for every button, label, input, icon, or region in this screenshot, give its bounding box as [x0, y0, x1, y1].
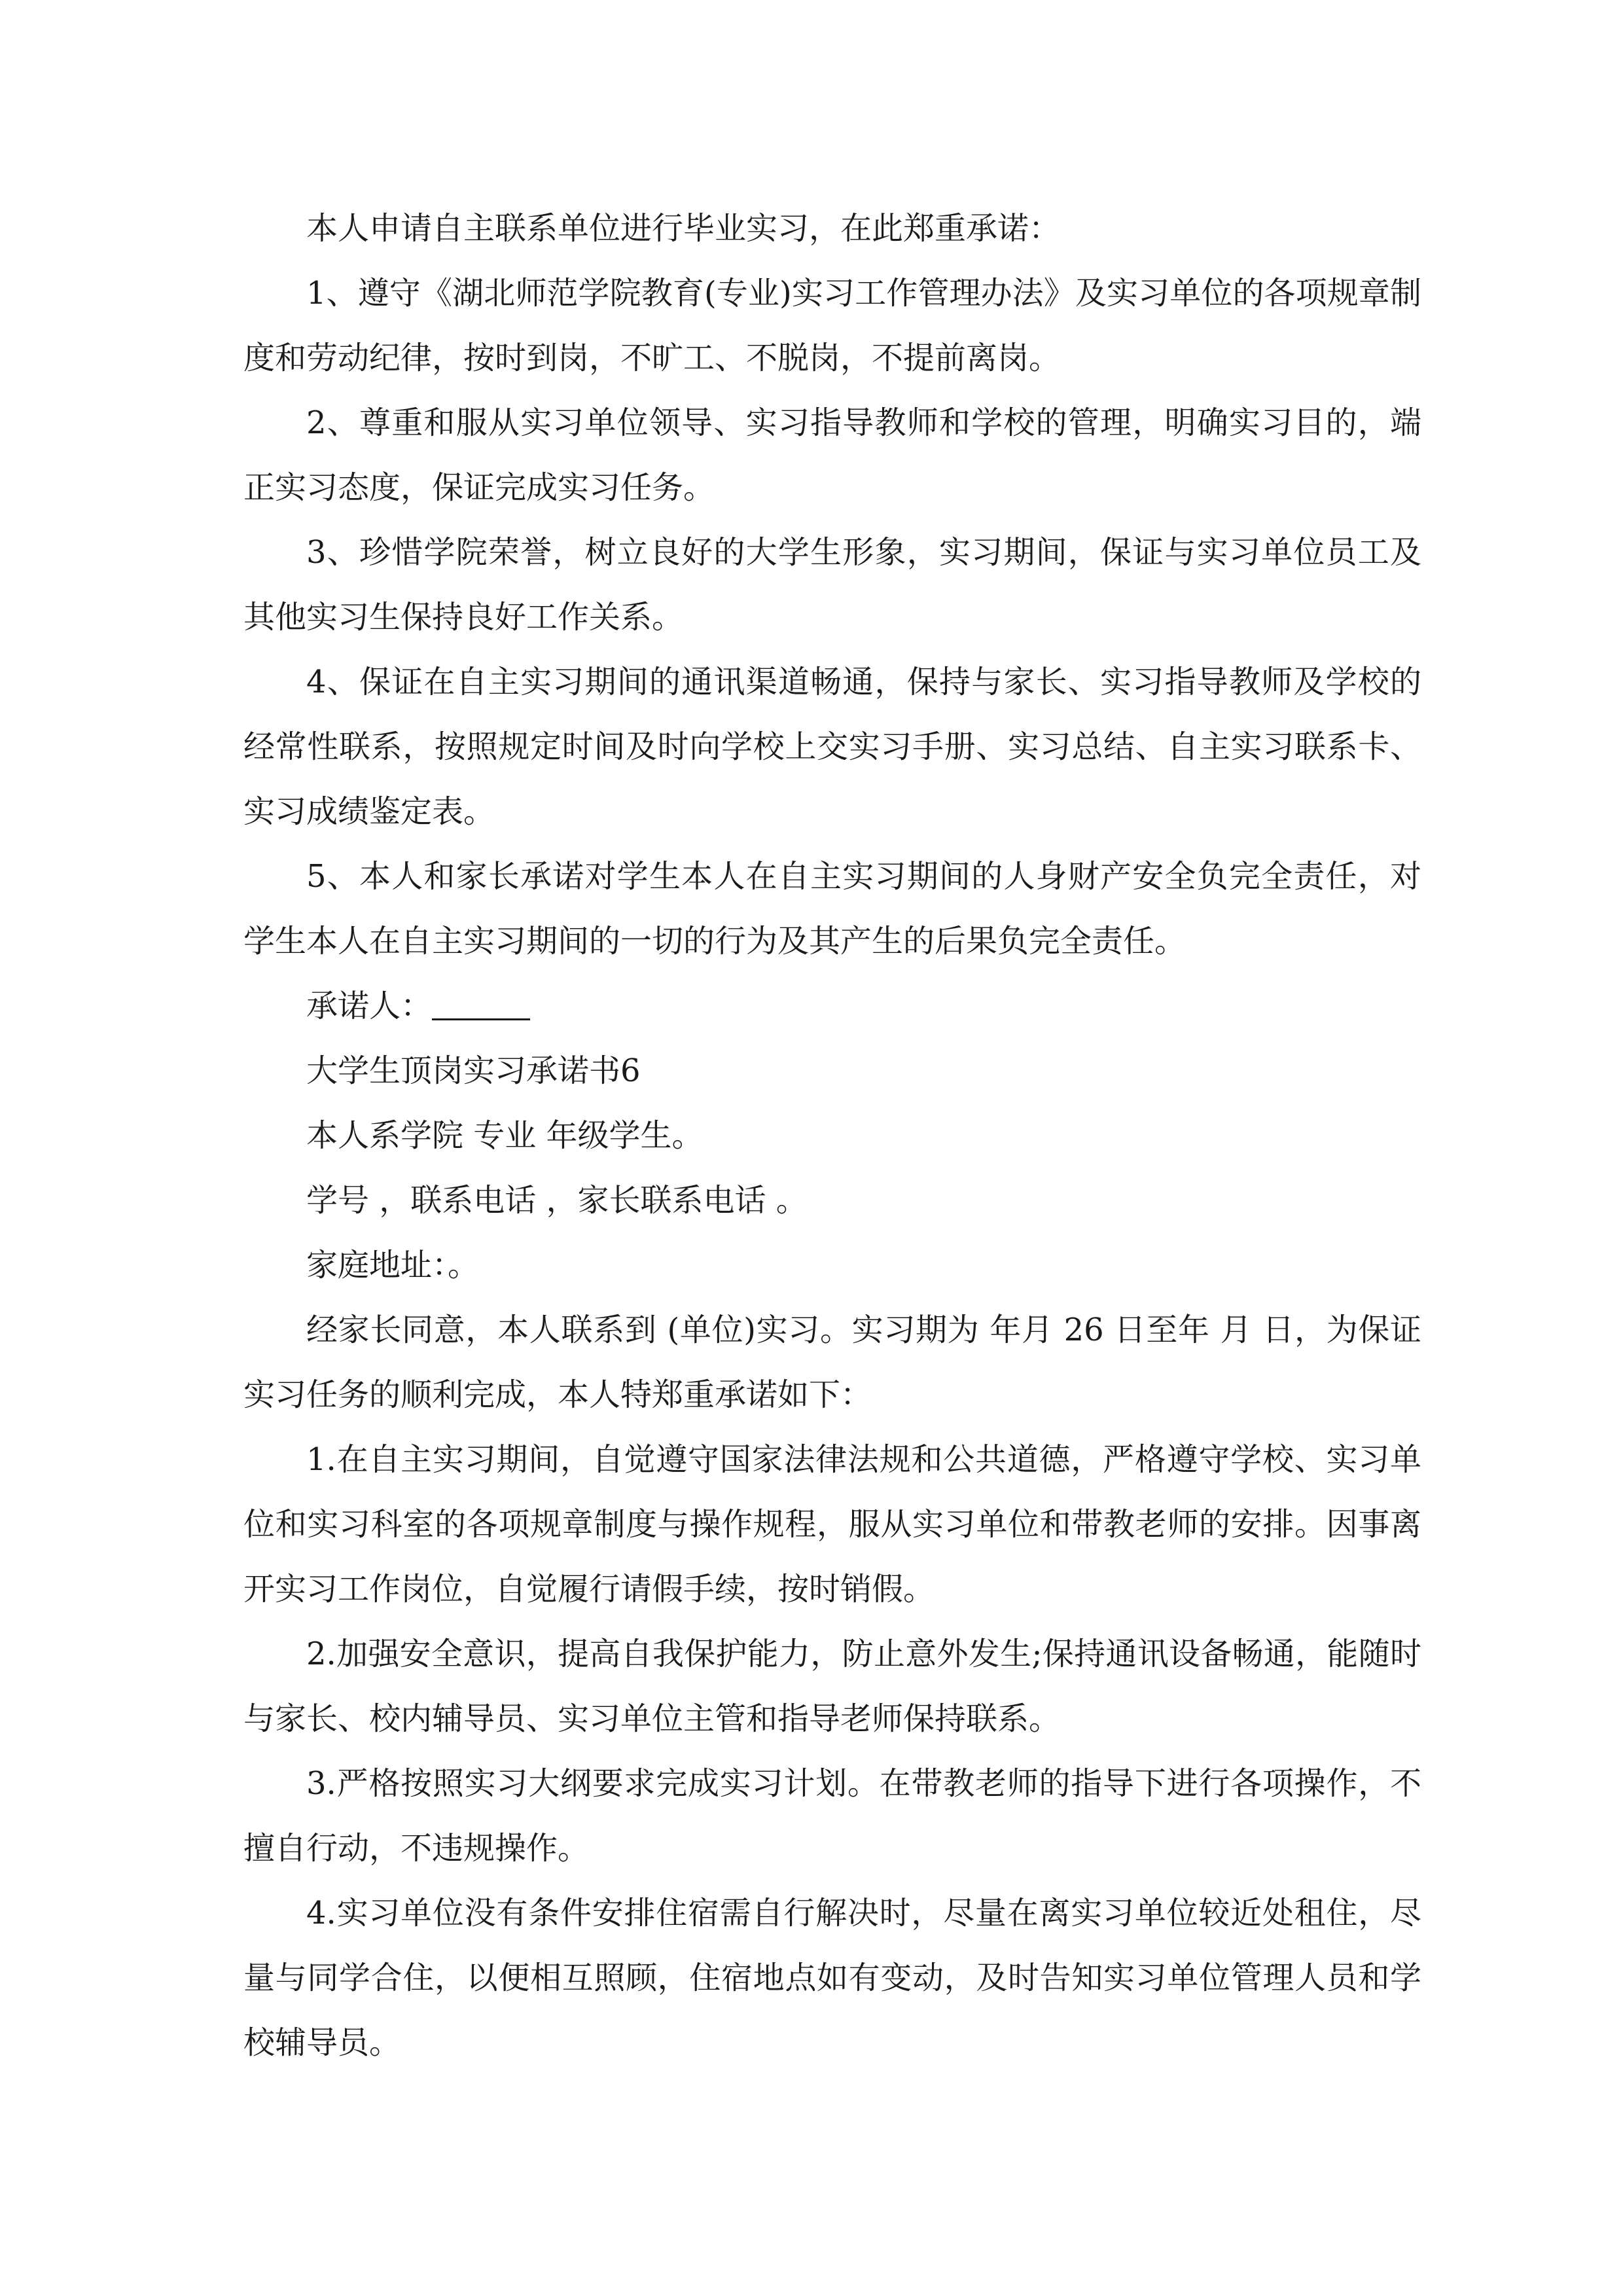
student-info-line: 本人系学院 专业 年级学生。	[306, 1117, 704, 1154]
signature-label: 承诺人：	[306, 988, 433, 1024]
contact-info-line: 学号 ，联系电话 ，家长联系电话 。	[306, 1182, 808, 1219]
paragraph-pledge-1: 1.在自主实习期间，自觉遵守国家法律法规和公共道德，严格遵守学校、实习单位和实习科室的各项规章制度与操作规程，服从实习单位和带教老师的安排。因事离开实习工作岗位，自觉履行请假手续，按时销假。	[243, 1441, 1421, 1607]
paragraph-intro: 本人申请自主联系单位进行毕业实习，在此郑重承诺：	[306, 210, 1061, 247]
signature-blank	[432, 987, 530, 1020]
paragraph-item-2: 2、尊重和服从实习单位领导、实习指导教师和学校的管理，明确实习目的，端正实习态度，保证完成实习任务。	[243, 404, 1421, 506]
paragraph-item-5: 5、本人和家长承诺对学生本人在自主实习期间的人身财产安全负完全责任，对学生本人在自主实习期间的一切的行为及其产生的后果负完全责任。	[243, 858, 1421, 960]
paragraph-pledge-4: 4.实习单位没有条件安排住宿需自行解决时，尽量在离实习单位较近处租住，尽量与同学合住，以便相互照顾，住宿地点如有变动，及时告知实习单位管理人员和学校辅导员。	[243, 1895, 1421, 2061]
paragraph-item-3: 3、珍惜学院荣誉，树立良好的大学生形象，实习期间，保证与实习单位员工及其他实习生保持良好工作关系。	[243, 534, 1421, 636]
document-body	[243, 196, 1421, 2075]
home-address-line: 家庭地址：。	[306, 1247, 480, 1283]
signature-line	[243, 974, 1421, 1039]
paragraph-pledge-2: 2.加强安全意识，提高自我保护能力，防止意外发生;保持通讯设备畅通，能随时与家长、校内辅导员、实习单位主管和指导老师保持联系。	[243, 1636, 1421, 1737]
paragraph-pledge-3: 3.严格按照实习大纲要求完成实习计划。在带教老师的指导下进行各项操作，不擅自行动，不违规操作。	[243, 1765, 1421, 1867]
paragraph-consent: 经家长同意，本人联系到 (单位)实习。实习期为 年月 26 日至年 月 日，为保证实习任务的顺利完成，本人特郑重承诺如下：	[243, 1312, 1421, 1413]
section-title: 大学生顶岗实习承诺书6	[306, 1052, 641, 1089]
paragraph-item-4: 4、保证在自主实习期间的通讯渠道畅通，保持与家长、实习指导教师及学校的经常性联系，按照规定时间及时向学校上交实习手册、实习总结、自主实习联系卡、实习成绩鉴定表。	[243, 664, 1421, 830]
paragraph-item-1: 1、遵守《湖北师范学院教育(专业)实习工作管理办法》及实习单位的各项规章制度和劳动纪律，按时到岗，不旷工、不脱岗，不提前离岗。	[243, 275, 1421, 376]
